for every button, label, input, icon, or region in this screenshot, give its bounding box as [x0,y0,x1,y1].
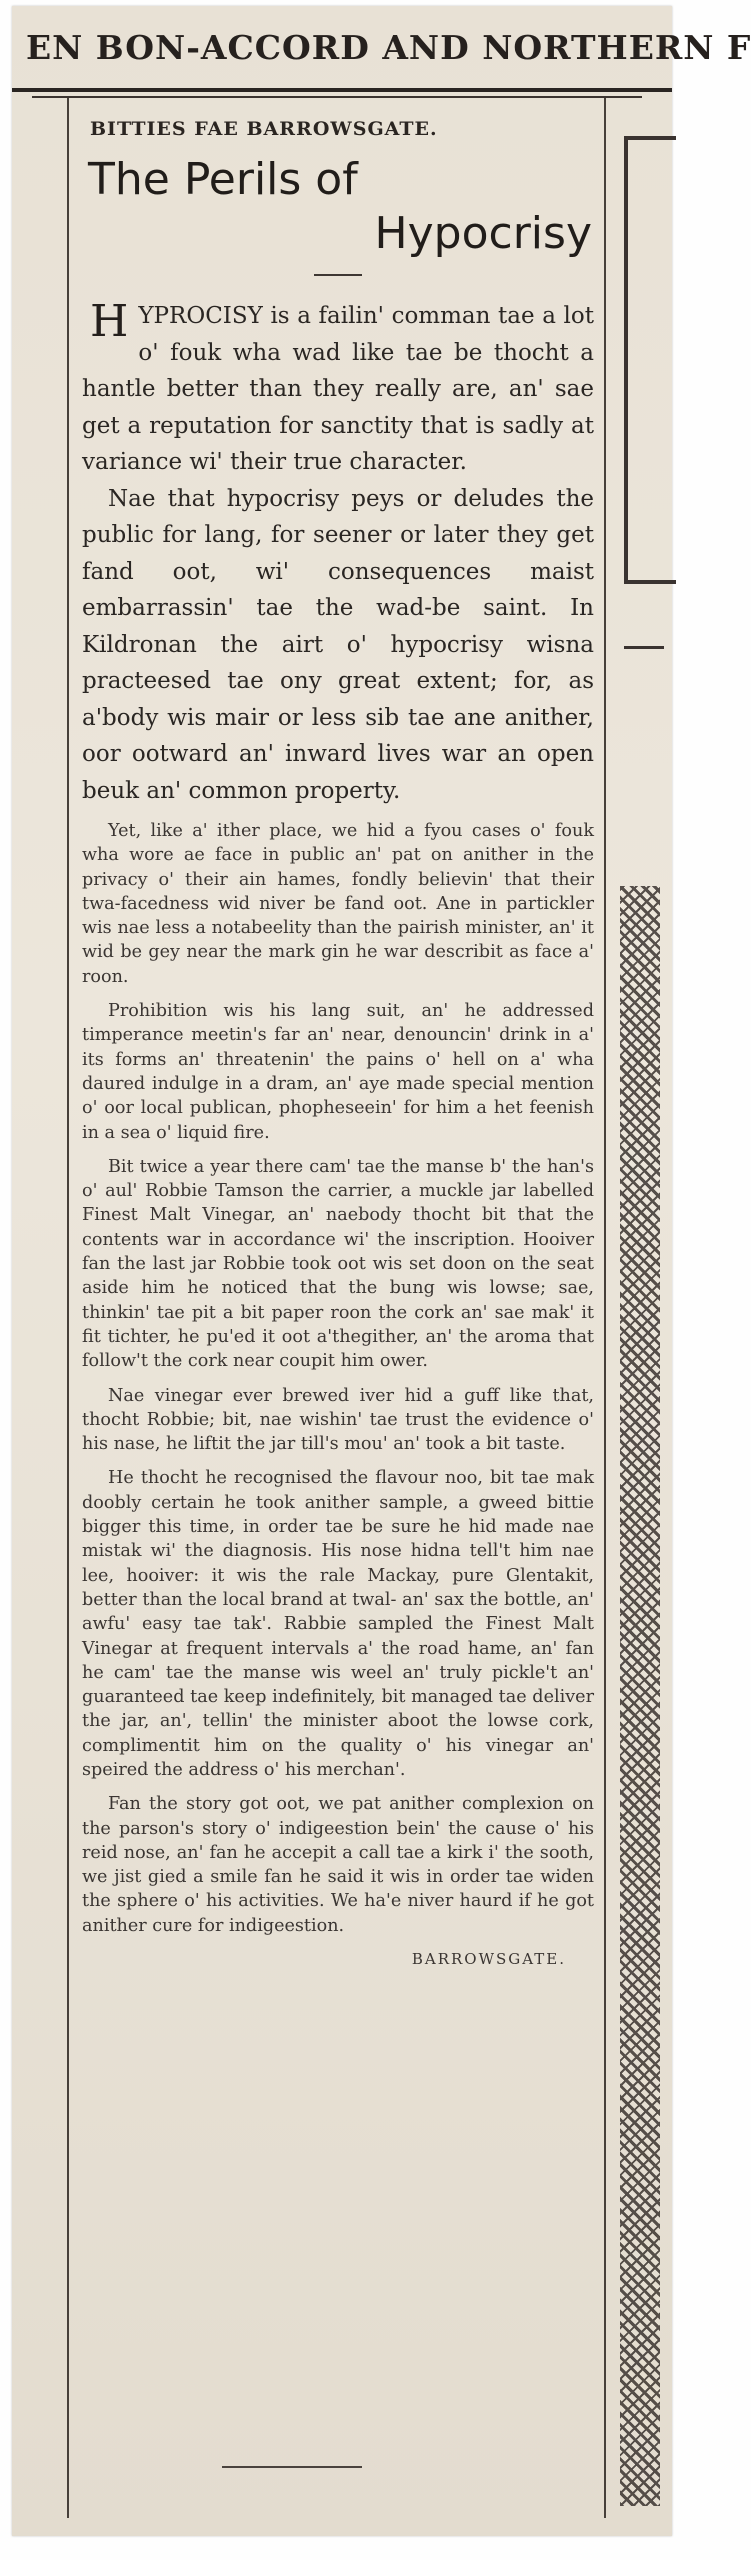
masthead-title: EN BON-ACCORD AND NORTHERN F [26,28,751,67]
article-kicker: BITTIES FAE BARROWSGATE. [90,118,438,140]
title-divider [314,274,362,276]
header-rule [32,96,642,98]
article [82,116,594,1968]
body-paragraph-2: Prohibition wis his lang suit, an' he addressed timperance meetin's far an' near, denouncin' drink in a' its forms an' threatenin' the pains o' hell on a' wha daured indulge in a dram, an' aye made special mention o' oor local publican, phopheseein' for him a het feenish in a sea o' liquid fire. [82,1001,594,1143]
footer-rule [222,2466,362,2468]
body-paragraph-6: Fan the story got oot, we pat anither complexion on the parson's story o' indigeestion bein' the cause o' his reid nose, an' fan he accepit a call tae a kirk i' the sooth, we jist gied a smile fan he said it wis in order tae widen the sphere o' his activities. We ha'e niver haurd if he got anither cure for indigeestion. [82,1794,594,1936]
article-title-line-2: Hypocrisy [374,208,592,259]
decorative-border-pattern [620,886,660,2506]
article-signature: BARROWSGATE. [411,1950,566,1969]
drop-cap: H [90,296,129,347]
lead-paragraph-2: Nae that hypocrisy peys or deludes the public for lang, for seener or later they get fand oot, wi' consequences maist embarrassin' tae the wad-be saint. In Kildronan the airt o' hypocrisy wisna practeesed tae ony great extent; for, as a'body wis mair or less sib tae ane anither, oor ootward an' inward lives war an open beuk an' common property. [82,485,594,804]
adjacent-column-box [624,136,676,584]
column-rule-right [604,98,606,2518]
newspaper-clipping [12,6,751,2536]
lead-paragraph-1-text: YPROCISY is a failin' comman tae a lot o' fouk wha wad like tae be thocht a hantle better than they really are, an' sae get a reputation for sanctity that is sadly at variance wi' their true character. [82,303,594,475]
adjacent-column-rule [624,646,664,649]
column-rule-left [67,98,69,2518]
body-paragraph-5: He thocht he recognised the flavour noo, bit tae mak doobly certain he took anither sample, a gweed bittie bigger this time, in order tae be sure he hid made nae mistak wi' the diagnosis. His nose hidna tell't him nae lee, hooiver: it wis the rale Mackay, pure Glentakit, better than the local brand at twal- an' sax the bottle, an' awfu' easy tae tak'. Rabbie sampled the Finest Malt Vinegar at frequent intervals a' the road hame, an' fan he cam' tae the manse wis weel an' truly pickle't an' guaranteed tae keep indefinitely, bit managed tae deliver the jar, an', tellin' the minister aboot the lowse cork, complimentit him on the quality o' his vinegar an' speired the address o' his merchan'. [82,1468,594,1780]
masthead [12,6,751,92]
body-paragraph-4: Nae vinegar ever brewed iver hid a guff like that, thocht Robbie; bit, nae wishin' tae trust the evidence o' his nase, he liftit the jar till's mou' an' took a bit taste. [82,1385,594,1455]
body-paragraph-3: Bit twice a year there cam' tae the manse b' the han's o' aul' Robbie Tamson the carrier, a muckle jar labelled Finest Malt Vinegar, an' naebody thocht bit that the contents war in accordance wi' the inscription. Hooiver fan the last jar Robbie took oot wis set doon on the seat aside him he noticed that the bung wis lowse; sae, thinkin' tae pit a bit paper roon the cork an' sae mak' it fit tichter, he pu'ed it oot a'thegither, an' the aroma that follow't the cork near coupit him ower. [82,1156,594,1372]
body-paragraph-1: Yet, like a' ither place, we hid a fyou cases o' fouk wha wore ae face in public an' pat on anither in the privacy o' their ain hames, fondly believin' that their twa-facedness wid niver be fand oot. Ane in partickler wis nae less a notabeelity than the pairish minister, an' it wid be gey near the mark gin he war describit as face a' roon. [82,821,594,987]
lead-paragraph-1 [82,298,594,481]
article-title-line-1: The Perils of [88,154,358,205]
